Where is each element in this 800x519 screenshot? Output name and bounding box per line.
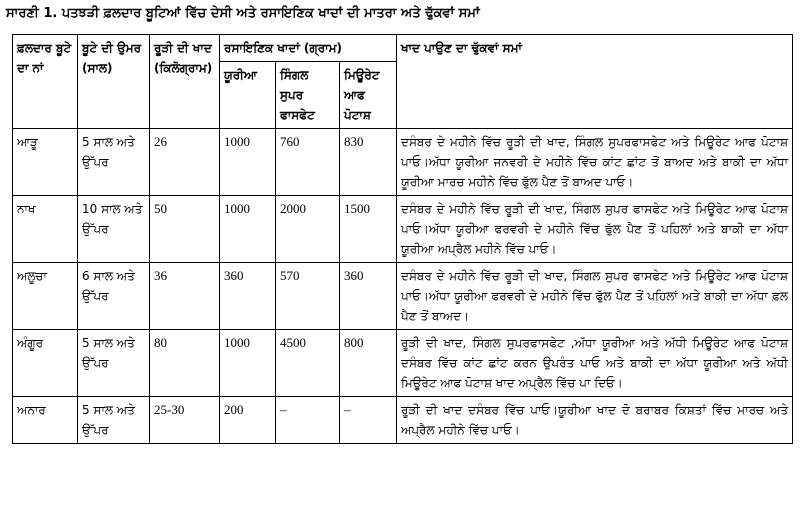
header-plant: ਫ਼ਲਦਾਰ ਬੂਟੇ ਦਾ ਨਾਂ: [13, 35, 78, 129]
cell-ssp: 760: [276, 129, 340, 196]
table-body: [13, 129, 793, 444]
cell-fym: 80: [150, 330, 220, 397]
cell-age: 5 ਸਾਲ ਅਤੇ ਉੱਪਰ: [78, 330, 150, 397]
header-chemical: ਰਸਾਇਣਿਕ ਖਾਦਾਂ (ਗ੍ਰਾਮ): [220, 35, 397, 62]
cell-timing: ਦਸੰਬਰ ਦੇ ਮਹੀਨੇ ਵਿੱਚ ਰੂੜੀ ਦੀ ਖਾਦ, ਸਿੰਗਲ ਸੁਪਰਫਾਸਫੇਟ ਅਤੇ ਮਿਊਰੇਟ ਆਫ ਪੋਟਾਸ਼ ਪਾਓ।ਅੱਧਾ ਯੂਰੀਆ ਜਨਵਰੀ ਦੇ ਮਹੀਨੇ ਵਿੱਚ ਕਾਂਟ ਛਾਂਟ ਤੋਂ ਬਾਅਦ ਅਤੇ ਬਾਕੀ ਦਾ ਅੱਧਾ ਯੂਰੀਆ ਮਾਰਚ ਮਹੀਨੇ ਵਿੱਚ ਫੁੱਲ ਪੈਣ ਤੋਂ ਬਾਅਦ ਪਾਓ।: [397, 129, 793, 196]
cell-mop: 360: [340, 263, 397, 330]
table-row: [13, 330, 793, 397]
cell-age: 5 ਸਾਲ ਅਤੇ ਉੱਪਰ: [78, 397, 150, 444]
cell-timing: ਰੂੜੀ ਦੀ ਖਾਦ ਦਸੰਬਰ ਵਿੱਚ ਪਾਓ।ਯੂਰੀਆ ਖਾਦ ਦੋ ਬਰਾਬਰ ਕਿਸ਼ਤਾਂ ਵਿੱਚ ਮਾਰਚ ਅਤੇ ਅਪ੍ਰੈਲ ਮਹੀਨੇ ਵਿੱਚ ਪਾਓ।: [397, 397, 793, 444]
cell-ssp: –: [276, 397, 340, 444]
table-row: [13, 397, 793, 444]
cell-fym: 26: [150, 129, 220, 196]
cell-plant: ਅਨਾਰ: [13, 397, 78, 444]
cell-urea: 360: [220, 263, 276, 330]
cell-plant: ਅੰਗੂਰ: [13, 330, 78, 397]
header-ssp: ਸਿੰਗਲ ਸੁਪਰ ਫਾਸਫੇਟ: [276, 62, 340, 129]
table-header: [13, 35, 793, 129]
header-urea: ਯੂਰੀਆ: [220, 62, 276, 129]
cell-age: 5 ਸਾਲ ਅਤੇ ਉੱਪਰ: [78, 129, 150, 196]
cell-urea: 1000: [220, 196, 276, 263]
header-row: [13, 35, 793, 62]
cell-mop: 1500: [340, 196, 397, 263]
cell-mop: 800: [340, 330, 397, 397]
cell-fym: 50: [150, 196, 220, 263]
table-row: [13, 129, 793, 196]
cell-timing: ਦਸੰਬਰ ਦੇ ਮਹੀਨੇ ਵਿੱਚ ਰੂੜੀ ਦੀ ਖਾਦ, ਸਿੰਗਲ ਸੁਪਰ ਫਾਸਫੇਟ ਅਤੇ ਮਿਊਰੇਟ ਆਫ ਪੋਟਾਸ਼ ਪਾਓ।ਅੱਧਾ ਯੂਰੀਆ ਫਰਵਰੀ ਦੇ ਮਹੀਨੇ ਵਿੱਚ ਫੁੱਲ ਪੈਣ ਤੋਂ ਪਹਿਲਾਂ ਅਤੇ ਬਾਕੀ ਦਾ ਅੱਧਾ ਫ਼ਲ ਪੈਣ ਤੋਂ ਬਾਅਦ।: [397, 263, 793, 330]
cell-fym: 36: [150, 263, 220, 330]
fertilizer-table: [12, 34, 793, 444]
header-mop: ਮਿਊਰੇਟ ਆਫ ਪੋਟਾਸ਼: [340, 62, 397, 129]
cell-urea: 200: [220, 397, 276, 444]
cell-urea: 1000: [220, 330, 276, 397]
header-timing: ਖਾਦ ਪਾਉਣ ਦਾ ਢੁੱਕਵਾਂ ਸਮਾਂ: [397, 35, 793, 129]
cell-age: 6 ਸਾਲ ਅਤੇ ਉੱਪਰ: [78, 263, 150, 330]
cell-plant: ਨਾਖ: [13, 196, 78, 263]
cell-age: 10 ਸਾਲ ਅਤੇ ਉੱਪਰ: [78, 196, 150, 263]
cell-ssp: 4500: [276, 330, 340, 397]
cell-ssp: 570: [276, 263, 340, 330]
table-row: [13, 263, 793, 330]
cell-fym: 25-30: [150, 397, 220, 444]
table-title: ਸਾਰਣੀ 1. ਪਤਝੜੀ ਫ਼ਲਦਾਰ ਬੂਟਿਆਂ ਵਿੱਚ ਦੇਸੀ ਅਤੇ ਰਸਾਇਣਿਕ ਖਾਦਾਂ ਦੀ ਮਾਤਰਾ ਅਤੇ ਢੁੱਕਵਾਂ ਸਮਾਂ: [6, 6, 480, 21]
cell-timing: ਦਸੰਬਰ ਦੇ ਮਹੀਨੇ ਵਿੱਚ ਰੂੜੀ ਦੀ ਖਾਦ, ਸਿੰਗਲ ਸੁਪਰ ਫਾਸਫੇਟ ਅਤੇ ਮਿਊਰੇਟ ਆਫ ਪੋਟਾਸ਼ ਪਾਓ।ਅੱਧਾ ਯੂਰੀਆ ਫਰਵਰੀ ਦੇ ਮਹੀਨੇ ਵਿੱਚ ਫੁੱਲ ਪੈਣ ਤੋਂ ਪਹਿਲਾਂ ਅਤੇ ਬਾਕੀ ਦਾ ਅੱਧਾ ਯੂਰੀਆ ਅਪ੍ਰੈਲ ਮਹੀਨੇ ਵਿੱਚ ਪਾਓ।: [397, 196, 793, 263]
cell-ssp: 2000: [276, 196, 340, 263]
header-fym: ਰੂੜੀ ਦੀ ਖਾਦ (ਕਿਲੋਗ੍ਰਾਮ): [150, 35, 220, 129]
cell-plant: ਆੜੂ: [13, 129, 78, 196]
cell-mop: 830: [340, 129, 397, 196]
cell-urea: 1000: [220, 129, 276, 196]
cell-mop: –: [340, 397, 397, 444]
cell-plant: ਅਲੂਚਾ: [13, 263, 78, 330]
cell-timing: ਰੂੜੀ ਦੀ ਖਾਦ, ਸਿੰਗਲ ਸੁਪਰਫਾਸਫੇਟ ,ਅੱਧਾ ਯੂਰੀਆ ਅਤੇ ਅੱਧੀ ਮਿਊਰੇਟ ਆਫ ਪੋਟਾਸ਼ ਦਸੰਬਰ ਵਿੱਚ ਕਾਂਟ ਛਾਂਟ ਕਰਨ ਉਪਰੰਤ ਪਾਓ ਅਤੇ ਬਾਕੀ ਦਾ ਅੱਧਾ ਯੂਰੀਆ ਅਤੇ ਅੱਧੀ ਮਿਊਰੇਟ ਆਫ ਪੋਟਾਸ਼ ਖਾਦ ਅਪ੍ਰੈਲ ਵਿੱਚ ਪਾ ਦਿਓ।: [397, 330, 793, 397]
table-row: [13, 196, 793, 263]
header-age: ਬੂਟੇ ਦੀ ਉਮਰ (ਸਾਲ): [78, 35, 150, 129]
